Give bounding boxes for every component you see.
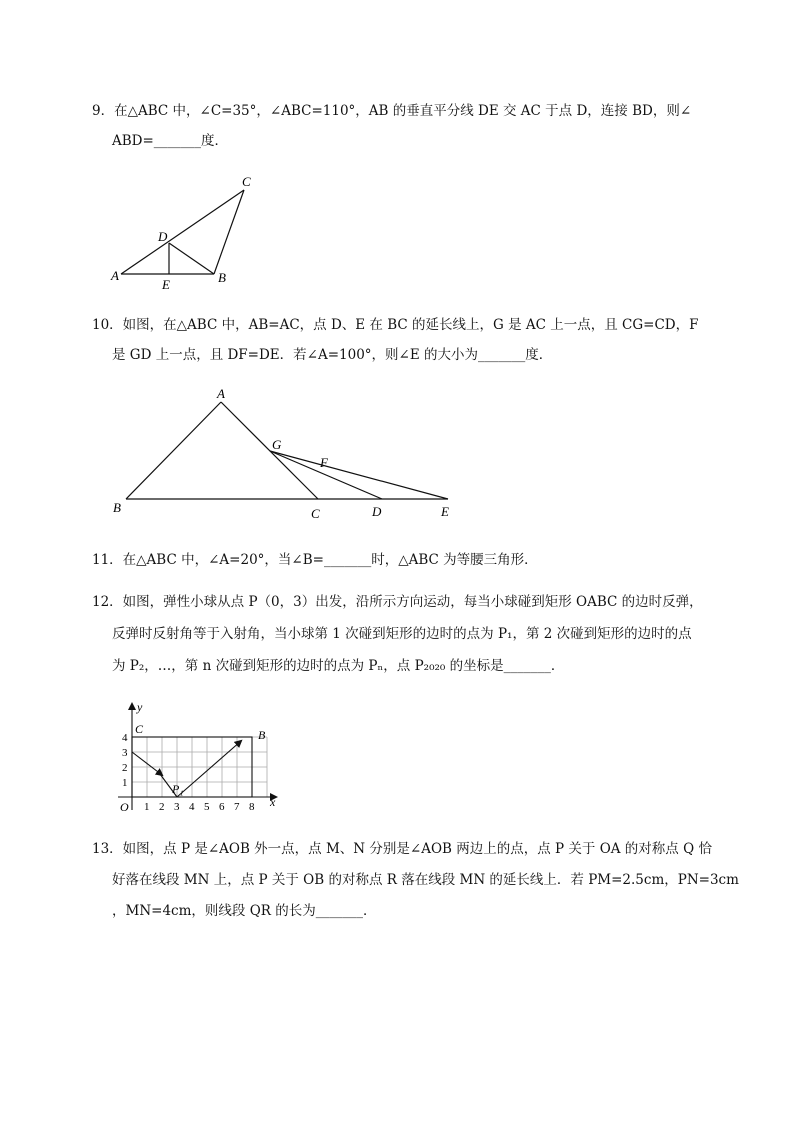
q9-label-a: A [111, 268, 119, 283]
q9-segment-ac [121, 190, 244, 274]
q12-y-tick: 1 [122, 777, 128, 789]
q12-x-tick: 8 [249, 801, 255, 813]
q12-label-b: B [258, 728, 266, 742]
q10-text-line1: 10．如图，在△ABC 中，AB=AC，点 D、E 在 BC 的延长线上，G 是 AC 上一点，且 CG=CD，F [92, 317, 699, 333]
q10-label-e: E [441, 504, 449, 519]
q9-label-d: D [158, 229, 168, 244]
q13-text-line3: ，MN=4cm，则线段 QR 的长为_______． [112, 903, 377, 919]
q12-y-tick: 3 [122, 747, 128, 759]
q12-x-tick: 3 [174, 801, 180, 813]
q12-label-p1: P₁ [172, 782, 184, 796]
q9-text-line2: ABD=_______度． [112, 133, 229, 149]
q12-y-tick: 4 [122, 732, 128, 744]
q9-text-line1: 9．在△ABC 中，∠C=35°，∠ABC=110°，AB 的垂直平分线 DE 交 AC 于点 D，连接 BD，则∠ [92, 103, 692, 119]
q11-text-line1: 11．在△ABC 中，∠A=20°，当∠B=_______时，△ABC 为等腰三角形． [92, 552, 538, 568]
q9-label-c: C [242, 174, 251, 189]
q10-segment-ab [126, 402, 221, 499]
q12-y-tick: 2 [122, 762, 128, 774]
q12-label-o: O [120, 800, 129, 814]
q9-label-e: E [162, 277, 170, 292]
q9-segment-bc [214, 190, 244, 274]
q13-text-line2: 好落在线段 MN 上，点 P 关于 OB 的对称点 R 落在线段 MN 的延长线上．若 PM=2.5cm，PN=3cm [112, 872, 739, 888]
q12-label-c: C [135, 722, 144, 736]
q12-label-y: y [137, 700, 143, 714]
q9-figure [108, 170, 268, 292]
q12-label-x: x [270, 795, 276, 809]
q12-text-line2: 反弹时反射角等于入射角，当小球第 1 次碰到矩形的边时的点为 P₁，第 2 次碰到矩形的边时的点 [112, 626, 692, 642]
q9-segment-bd [169, 243, 214, 274]
q10-text-line2: 是 GD 上一点，且 DF=DE．若∠A=100°，则∠E 的大小为_______度． [112, 347, 553, 363]
q10-segment-ac [221, 402, 318, 499]
q12-x-tick: 2 [159, 801, 165, 813]
q12-path-p1-to-b [177, 741, 241, 797]
q10-label-a: A [217, 386, 225, 401]
q12-x-tick: 5 [204, 801, 210, 813]
q12-x-tick: 6 [219, 801, 225, 813]
q12-x-tick: 4 [189, 801, 195, 813]
q12-text-line1: 12．如图，弹性小球从点 P（0，3）出发，沿所示方向运动，每当小球碰到矩形 OABC 的边时反弹， [92, 594, 703, 610]
q9-label-b: B [218, 270, 226, 285]
q12-figure [114, 700, 284, 818]
q10-label-d: D [372, 504, 382, 519]
q12-x-tick: 7 [234, 801, 240, 813]
q10-figure [108, 385, 468, 525]
q10-label-g: G [272, 437, 282, 452]
q10-label-b: B [113, 500, 121, 515]
q10-label-f: F [320, 455, 328, 470]
q10-label-c: C [311, 506, 320, 521]
q13-text-line1: 13．如图，点 P 是∠AOB 外一点，点 M、N 分别是∠AOB 两边上的点，点 P 关于 OA 的对称点 Q 恰 [92, 841, 712, 857]
q12-x-tick: 1 [144, 801, 150, 813]
q10-segment-ge [270, 451, 448, 499]
q12-text-line3: 为 P₂，…，第 n 次碰到矩形的边时的点为 Pₙ，点 P₂₀₂₀ 的坐标是_______． [112, 658, 565, 674]
